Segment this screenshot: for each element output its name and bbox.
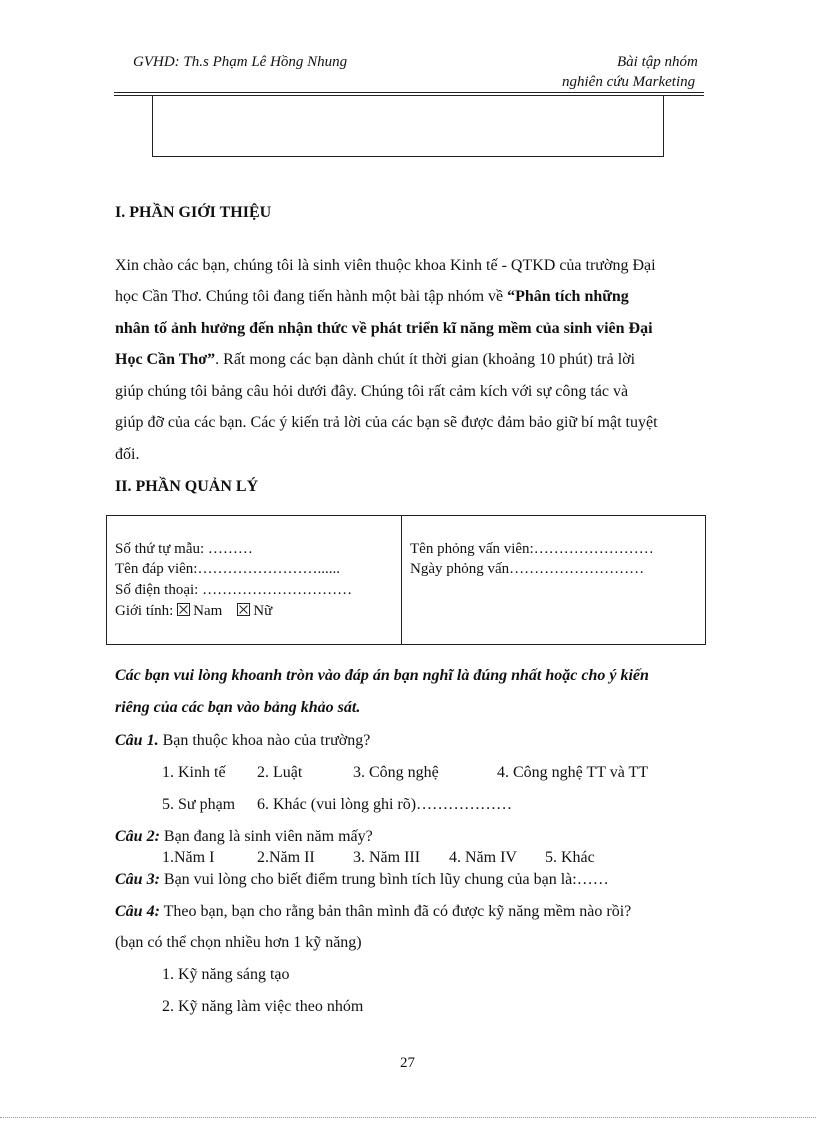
q1-option[interactable]: 3. Công nghệ: [353, 764, 439, 781]
respondent-field[interactable]: Tên đáp viên:……………………......: [115, 561, 340, 577]
q1-option[interactable]: 4. Công nghệ TT và TT: [497, 764, 649, 781]
intro-line-3: nhân tố ảnh hưởng đến nhận thức về phát triển kĩ năng mềm của sinh viên Đại: [115, 320, 653, 337]
intro-line-1: Xin chào các bạn, chúng tôi là sinh viên thuộc khoa Kinh tế - QTKD của trường Đại: [115, 257, 656, 274]
phone-field[interactable]: Số điện thoại: …………………………: [115, 582, 353, 598]
admin-table-divider: [401, 516, 402, 644]
q1-label: Câu 1.: [115, 732, 159, 749]
q2-text: Bạn đang là sinh viên năm mấy?: [163, 828, 373, 845]
continued-box: [152, 96, 664, 157]
q2-option[interactable]: 2.Năm II: [257, 849, 315, 866]
intro-line-6: giúp đỡ của các bạn. Các ý kiến trả lời của các bạn sẽ được đảm bảo giữ bí mật tuyệt: [115, 414, 658, 431]
q2-option[interactable]: 4. Năm IV: [449, 849, 517, 866]
q1-text: Bạn thuộc khoa nào của trường?: [162, 732, 371, 749]
intro-line-7: đối.: [115, 446, 140, 463]
page-number: 27: [400, 1055, 415, 1071]
q4-option[interactable]: 1. Kỹ năng sáng tạo: [162, 966, 290, 983]
admin-table: [106, 515, 706, 645]
instruction-line-2: riêng của các bạn vào bảng khảo sát.: [115, 699, 361, 716]
header-course-line2: nghiên cứu Marketing: [562, 74, 696, 90]
q4-note: (bạn có thể chọn nhiều hơn 1 kỹ năng): [115, 934, 362, 951]
q2-option[interactable]: 3. Năm III: [353, 849, 421, 866]
header-course-line1: Bài tập nhóm: [617, 54, 698, 70]
intro-line-5: giúp chúng tôi bảng câu hỏi dưới đây. Chúng tôi rất cảm kích với sự công tác và: [115, 383, 629, 400]
interview-date-field[interactable]: Ngày phỏng vấn………………………: [410, 561, 645, 577]
q1-option[interactable]: 2. Luật: [257, 764, 303, 781]
q1-option[interactable]: 5. Sư phạm: [162, 796, 236, 813]
section1-title: I. PHẦN GIỚI THIỆU: [115, 204, 272, 221]
gender-row: [115, 603, 272, 620]
header-rule: [114, 92, 704, 93]
section2-title: II. PHẦN QUẢN LÝ: [115, 478, 259, 495]
intro-line-2: học Cần Thơ. Chúng tôi đang tiến hành một bài tập nhóm về “Phân tích những: [115, 288, 629, 305]
question-4: [115, 903, 631, 921]
question-1: [115, 732, 370, 750]
header-instructor: GVHD: Th.s Phạm Lê Hồng Nhung: [133, 54, 348, 70]
q2-option[interactable]: 1.Năm I: [162, 849, 215, 866]
intro-title-start: “Phân tích những: [507, 288, 629, 305]
q4-text: Theo bạn, bạn cho rằng bản thân mình đã có được kỹ năng mềm nào rồi?: [163, 903, 632, 920]
q3-label: Câu 3:: [115, 871, 160, 888]
q3-text: Bạn vui lòng cho biết điểm trung bình tích lũy chung của bạn là:……: [163, 871, 609, 888]
instruction-line-1: Các bạn vui lòng khoanh tròn vào đáp án bạn nghĩ là đúng nhất hoặc cho ý kiến: [115, 667, 649, 684]
q1-option[interactable]: 6. Khác (vui lòng ghi rõ)………………: [257, 796, 513, 813]
question-3: [115, 871, 609, 889]
female-checkbox[interactable]: [237, 603, 250, 616]
q4-label: Câu 4:: [115, 903, 160, 920]
interviewer-field[interactable]: Tên phỏng vấn viên:……………………: [410, 541, 654, 557]
male-checkbox[interactable]: [177, 603, 190, 616]
q4-option[interactable]: 2. Kỹ năng làm việc theo nhóm: [162, 998, 364, 1015]
q2-option[interactable]: 5. Khác: [545, 849, 595, 866]
q1-option[interactable]: 1. Kinh tế: [162, 764, 226, 781]
q2-label: Câu 2:: [115, 828, 160, 845]
female-label: Nữ: [253, 603, 273, 619]
sample-no-field[interactable]: Số thứ tự mẫu: ………: [115, 541, 253, 557]
page-bottom-divider: [0, 1117, 816, 1118]
gender-label: Giới tính:: [115, 603, 174, 619]
question-2: [115, 828, 373, 846]
intro-line-4: Học Cần Thơ”. Rất mong các bạn dành chút ít thời gian (khoảng 10 phút) trả lời: [115, 351, 636, 368]
male-label: Nam: [193, 603, 223, 619]
